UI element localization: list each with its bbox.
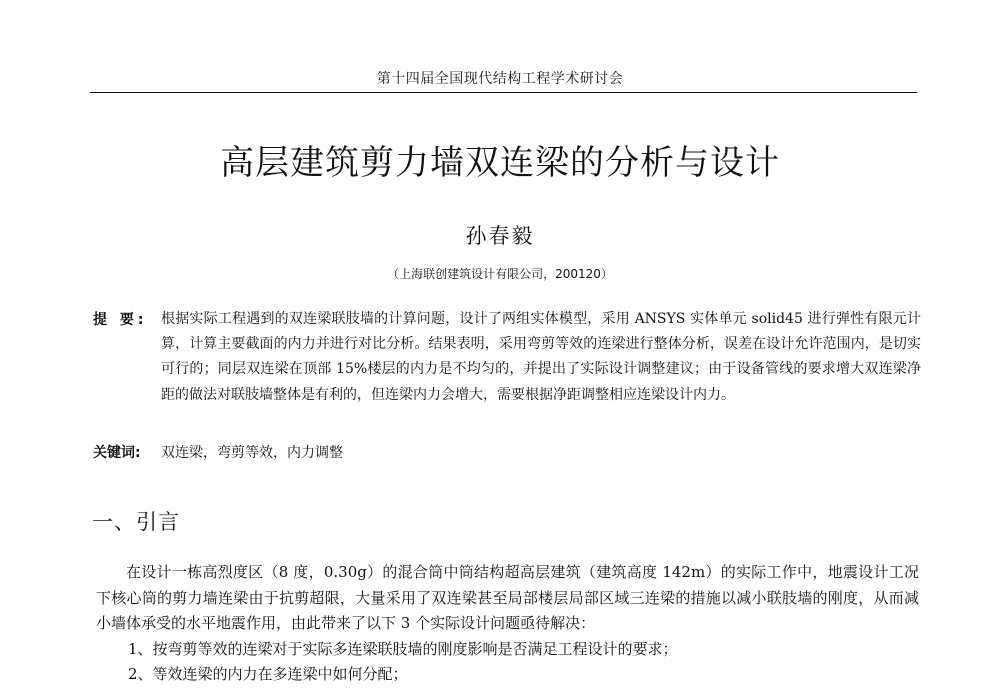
keywords-text: 双连梁，弯剪等效，内力调整 <box>161 445 343 461</box>
abstract-label: 提 要: <box>93 312 148 328</box>
list-item: 2、等效连梁的内力在多连梁中如何分配； <box>128 665 408 683</box>
paper-title: 高层建筑剪力墙双连梁的分析与设计 <box>220 143 780 183</box>
list-item: 1、按弯剪等效的连梁对于实际多连梁联肢墙的刚度影响是否满足工程设计的要求； <box>128 639 678 658</box>
abstract-text: 根据实际工程遇到的双连梁联肢墙的计算问题，设计了两组实体模型，采用 ANSYS 实体单元 solid45 进行弹性有限元计算，计算主要截面的内力并进行对比分析。结果表明，采用弯剪等效的连梁进行整体分析，误差在设计允许范围内，是切实可行的；同层双连梁在顶部 15%楼层的内力是不均匀的，并提出了实际设计调整建议；由于设备管线的要求增大双连梁净距的做法对联肢墙整体是有利的，但连梁内力会增大，需要根据净距调整相应连梁设计内力。 <box>161 311 921 403</box>
running-header: 第十四届全国现代结构工程学术研讨会 <box>376 71 624 87</box>
keywords-label: 关键词: <box>93 445 141 461</box>
section-heading: 一、引言 <box>92 510 180 534</box>
paper-author: 孙春毅 <box>465 224 535 248</box>
intro-paragraph: 在设计一栋高烈度区（8 度，0.30g）的混合筒中筒结构超高层建筑（建筑高度 142m）的实际工作中，地震设计工况下核心筒的剪力墙连梁由于抗剪超限，大量采用了双连梁甚至局部楼层局部区域三连梁的措施以减小联肢墙的刚度，从而减小墙体承受的水平地震作用，由此带来了以下 3 个实际设计问题亟待解决： <box>96 563 919 632</box>
section-body <box>96 560 919 688</box>
header-rule <box>90 92 917 93</box>
paper-affiliation: （上海联创建筑设计有限公司，200120） <box>387 267 613 281</box>
